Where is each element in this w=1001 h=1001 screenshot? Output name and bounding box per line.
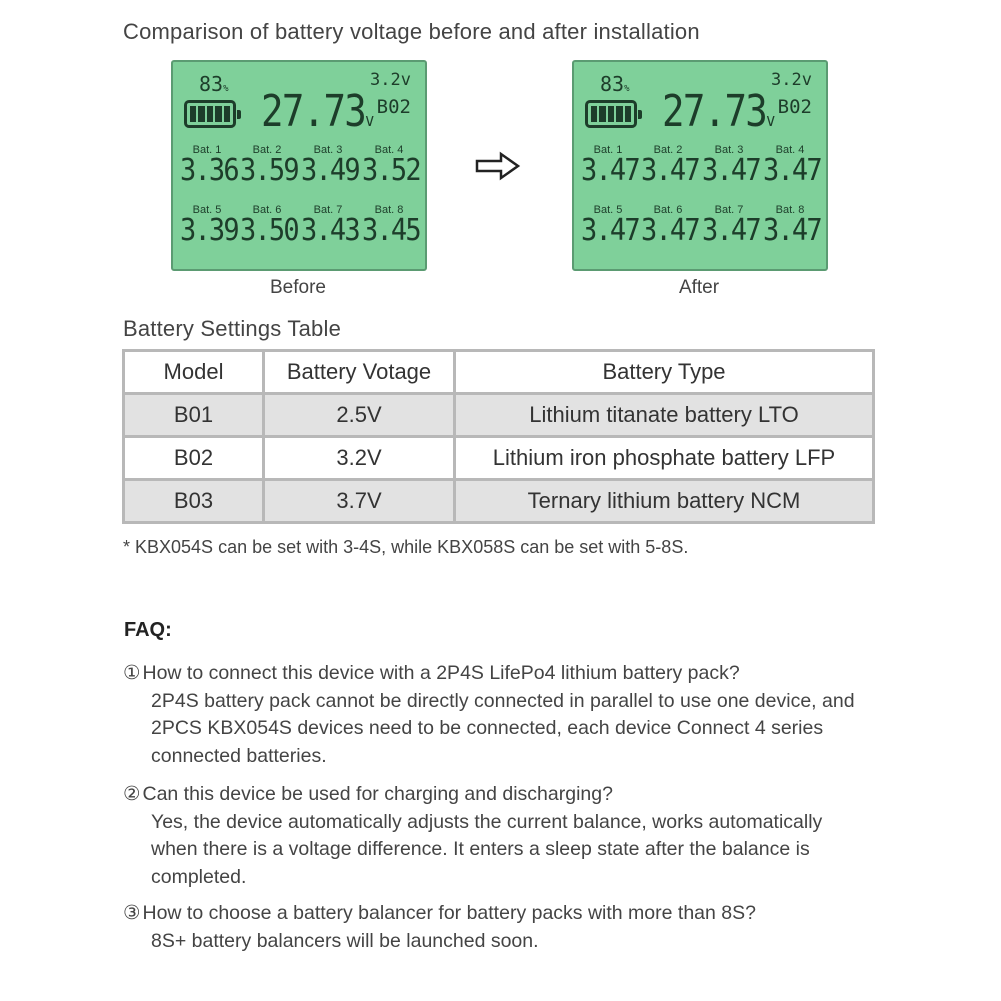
table-row	[124, 480, 874, 523]
cell-reading: Bat. 5 3.47	[581, 204, 639, 248]
battery-level-icon	[585, 100, 637, 128]
cell-reading: Bat. 3 3.49	[301, 144, 359, 188]
set-voltage: 3.2v	[370, 70, 411, 90]
battery-settings-table	[122, 349, 875, 524]
table-footnote: * KBX054S can be set with 3-4S, while KBX058S can be set with 5-8S.	[123, 537, 689, 557]
cell-reading: Bat. 6 3.50	[240, 204, 298, 248]
lcd-display-before	[171, 60, 427, 271]
battery-level-icon	[184, 100, 236, 128]
cell-reading: Bat. 6 3.47	[641, 204, 699, 248]
cell-reading: Bat. 1 3.47	[581, 144, 639, 188]
table-cell: B02	[124, 437, 264, 480]
model-code: B02	[777, 96, 812, 118]
faq-item	[123, 781, 863, 891]
table-cell: Ternary lithium battery NCM	[455, 480, 874, 523]
table-header-row	[124, 351, 874, 394]
set-voltage: 3.2v	[771, 70, 812, 90]
total-voltage: 27.73v	[261, 86, 373, 137]
table-title: Battery Settings Table	[123, 316, 342, 341]
table-cell: Lithium titanate battery LTO	[455, 394, 874, 437]
model-code: B02	[376, 96, 411, 118]
table-row	[124, 394, 874, 437]
table-cell: B01	[124, 394, 264, 437]
faq-answer: 2P4S battery pack cannot be directly connected in parallel to use one device, and 2PCS KBX054S devices need to be connected, each device Connect 4 series connected batteries.	[151, 689, 855, 767]
faq-answer: 8S+ battery balancers will be launched soon.	[151, 929, 539, 952]
table-cell: 3.7V	[264, 480, 455, 523]
battery-percent: 83%	[600, 72, 630, 96]
faq-item	[123, 660, 863, 770]
lcd-display-after	[572, 60, 828, 271]
table-row	[124, 437, 874, 480]
faq-question: ② Can this device be used for charging and discharging?	[123, 783, 613, 805]
caption-before: Before	[270, 277, 326, 298]
table-cell: 2.5V	[264, 394, 455, 437]
arrow-right-icon	[475, 151, 521, 181]
cell-reading: Bat. 8 3.47	[763, 204, 821, 248]
faq-item	[123, 900, 863, 955]
total-voltage: 27.73v	[662, 86, 774, 137]
faq-question: ③ How to choose a battery balancer for battery packs with more than 8S?	[123, 902, 756, 924]
faq-question: ① How to connect this device with a 2P4S LifePo4 lithium battery pack?	[123, 662, 740, 684]
cell-reading: Bat. 4 3.52	[362, 144, 420, 188]
column-header: Battery Type	[455, 351, 874, 394]
faq-title: FAQ:	[124, 619, 172, 641]
cell-reading: Bat. 1 3.36	[180, 144, 238, 188]
cell-reading: Bat. 8 3.45	[362, 204, 420, 248]
cell-reading: Bat. 3 3.47	[702, 144, 760, 188]
battery-percent: 83%	[199, 72, 229, 96]
cell-reading: Bat. 5 3.39	[180, 204, 238, 248]
cell-reading: Bat. 2 3.59	[240, 144, 298, 188]
cell-reading: Bat. 7 3.43	[301, 204, 359, 248]
cell-reading: Bat. 7 3.47	[702, 204, 760, 248]
cell-reading: Bat. 2 3.47	[641, 144, 699, 188]
column-header: Model	[124, 351, 264, 394]
cell-reading: Bat. 4 3.47	[763, 144, 821, 188]
caption-after: After	[678, 277, 720, 298]
column-header: Battery Votage	[264, 351, 455, 394]
faq-answer: Yes, the device automatically adjusts the current balance, works automatically when there is a voltage difference. It enters a sleep state after the balance is completed.	[151, 810, 823, 888]
table-cell: B03	[124, 480, 264, 523]
table-cell: 3.2V	[264, 437, 455, 480]
comparison-title: Comparison of battery voltage before and after installation	[123, 19, 700, 44]
table-cell: Lithium iron phosphate battery LFP	[455, 437, 874, 480]
